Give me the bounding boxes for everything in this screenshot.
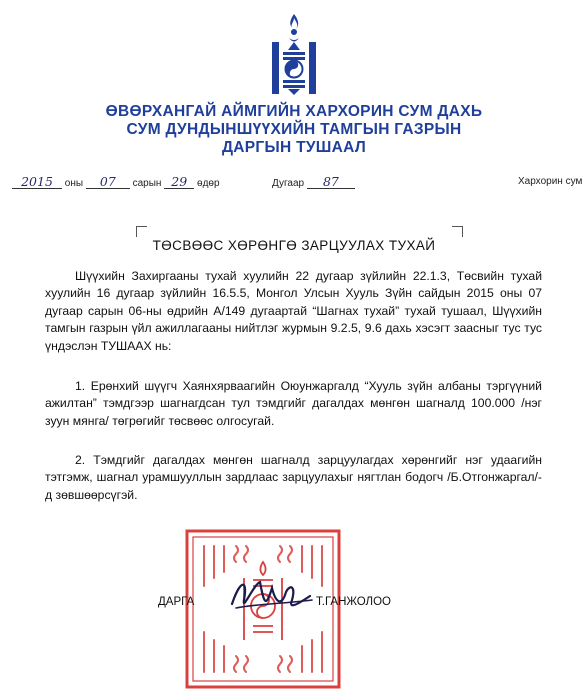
handwritten-signature [226, 574, 318, 620]
day-label: өдөр [197, 178, 220, 189]
body-intro: Шүүхийн Захиргааны тухай хуулийн 22 дугаар зүйлийн 22.1.3, Төсвийн тухай хуулийн 16 дугаар зүйлийн 16.5.5, Монгол Улсын Хууль Зүйн сайдын 2015 оны 07 дугаар сарын 06-ны өдрийн А/149 дугаартай “Шагнах тухай” тухай тушаал, Шүүхийн тамгын газрын үйл ажиллагааны нийтлэг журмын 9.2.5, 9.6 дахь хэсэгт заасныг тус тус үндэслэн ТУШААХ нь: [45, 269, 542, 353]
month-label: сарын [132, 178, 162, 189]
subject-bracket-right [452, 226, 463, 237]
number-label: Дугаар [272, 178, 305, 189]
header-line-2: СУМ ДУНДЫНШҮҮХИЙН ТАМГЫН ГАЗРЫН [126, 121, 462, 138]
order-number [272, 176, 355, 189]
number-value: 87 [307, 176, 355, 189]
body-item-2: 2. Тэмдгийг дагалдах мөнгөн шагналд зарцуулагдах хөрөнгийг нэг удаагийн тэтгэмж, шагнал урамшууллын зардлаас зарцуулахыг нягтлан бодогч /Б.Отгонжаргал/-д зөвшөөрсүгэй. [45, 453, 542, 502]
date-month: 07 [86, 176, 130, 189]
document-subject: ТӨСВӨӨС ХӨРӨНГӨ ЗАРЦУУЛАХ ТУХАЙ [152, 238, 436, 253]
header-line-1: ӨВӨРХАНГАЙ АЙМГИЙН ХАРХОРИН СУМ ДАХЬ [105, 103, 483, 120]
signer-name: Т.ГАНЖОЛОО [316, 596, 391, 608]
place-name: Хархорин сум [518, 176, 583, 187]
subject-bracket-left [136, 226, 147, 237]
date-year: 2015 [12, 176, 62, 189]
signer-title: ДАРГА [158, 596, 195, 608]
date-line [12, 176, 220, 189]
date-day: 29 [164, 176, 194, 189]
header-line-3: ДАРГЫН ТУШААЛ [221, 139, 367, 156]
state-emblem-icon [268, 12, 320, 96]
year-label: оны [64, 178, 84, 189]
body-item-1: 1. Ерөнхий шүүгч Хаянхярваагийн Оюунжаргалд “Хууль зүйн албаны тэргүүний ажилтан” тэмдгээр шагнагдсан тул тэмдгийг дагалдах мөнгөн шагналд 100.000 /нэг зуун мянга/ төгрөгийг төсвөөс олгосугай. [45, 379, 542, 428]
